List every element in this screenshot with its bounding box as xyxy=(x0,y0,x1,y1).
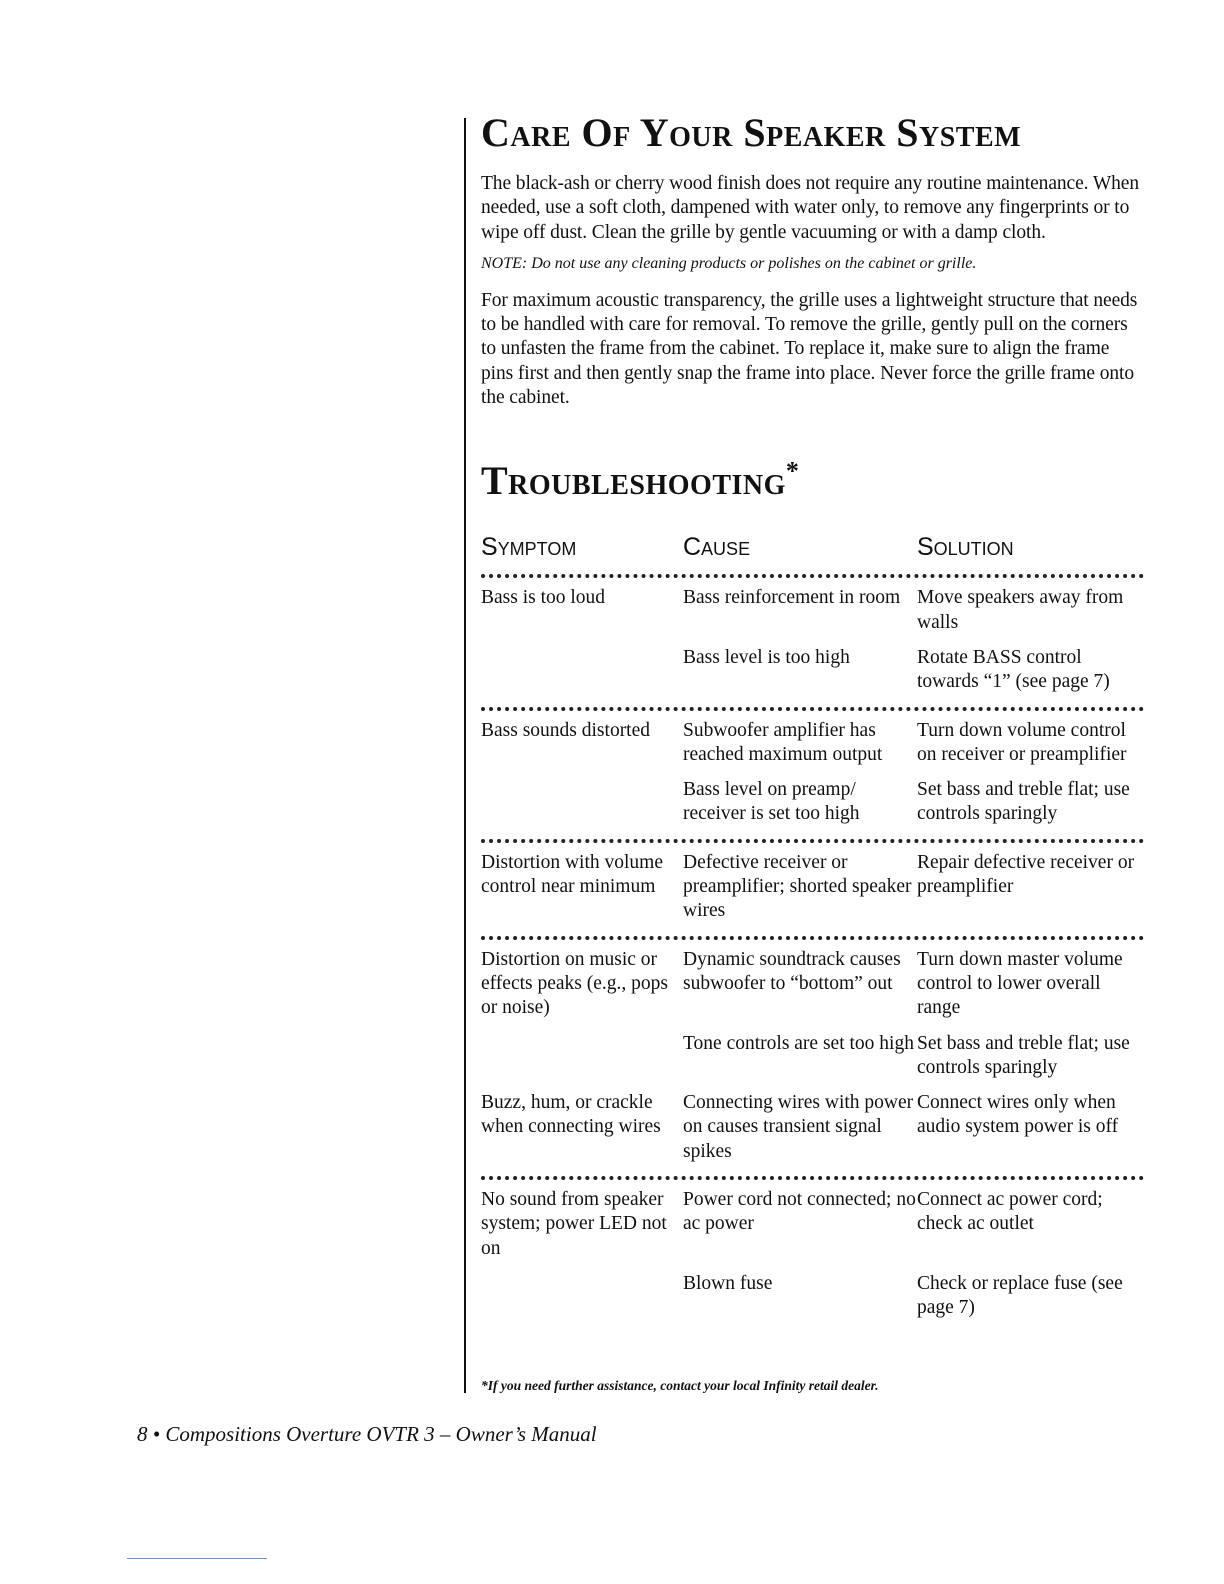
table-row xyxy=(481,646,1144,695)
dotted-separator xyxy=(481,930,1144,940)
cell-symptom: Bass is too loud xyxy=(481,587,606,609)
dotted-separator xyxy=(481,833,1144,843)
table-group xyxy=(481,586,1144,694)
cell-cause: Subwoofer amplifier has reached maximum output xyxy=(683,719,883,765)
cell-symptom xyxy=(481,1272,683,1321)
footer-rule xyxy=(127,1558,267,1559)
table-row xyxy=(481,1188,1144,1261)
troubleshooting-asterisk: * xyxy=(785,457,800,487)
cell-solution: Set bass and treble flat; use controls sparingly xyxy=(917,779,1130,825)
page-footer: 8 • Compositions Overture OVTR 3 – Owner’s Manual xyxy=(137,1422,597,1446)
cell-solution: Move speakers away from walls xyxy=(917,587,1124,633)
cell-symptom: Distortion on music or effects peaks (e.g., pops or noise) xyxy=(481,948,668,1019)
dotted-separator xyxy=(481,1170,1144,1180)
cell-symptom: Distortion with volume control near minimum xyxy=(481,851,663,898)
cell-symptom xyxy=(481,1032,683,1081)
care-paragraph-1: The black-ash or cherry wood finish does not require any routine maintenance. When needed, use a soft cloth, dampened with water only, to remove any fingerprints or to wipe off dust. Clean the grille by gentle vacuuming or with a damp cloth. xyxy=(481,173,1139,243)
cell-cause: Dynamic soundtrack causes subwoofer to “bottom” out xyxy=(683,948,901,994)
column-headers xyxy=(481,526,1144,562)
cell-cause: Bass level on preamp/ receiver is set too high xyxy=(683,779,860,825)
table-group xyxy=(481,851,1144,924)
cell-symptom xyxy=(481,778,683,827)
cell-solution: Turn down master volume control to lower overall range xyxy=(917,948,1123,1019)
table-row xyxy=(481,586,1144,635)
cell-cause: Blown fuse xyxy=(683,1272,773,1294)
cell-cause: Defective receiver or preamplifier; shorted speaker wires xyxy=(683,851,912,922)
footnote: *If you need further assistance, contact your local Infinity retail dealer. xyxy=(481,1378,879,1393)
table-row xyxy=(481,851,1144,924)
table-row xyxy=(481,719,1144,768)
table-group xyxy=(481,948,1144,1164)
troubleshooting-title xyxy=(481,456,1144,520)
cell-cause: Bass reinforcement in room xyxy=(683,587,901,609)
care-title: Care Of Your Speaker System xyxy=(481,110,1022,155)
table-row xyxy=(481,1091,1144,1164)
care-paragraph-2: For maximum acoustic transparency, the grille uses a lightweight structure that needs to be handled with care for removal. To remove the grille, gently pull on the corners to unfasten the frame from the cabinet. To replace it, make sure to align the frame pins first and then gently snap the frame into place. Never force the grille frame onto the cabinet. xyxy=(481,289,1138,409)
table-row xyxy=(481,948,1144,1021)
cell-symptom xyxy=(481,646,683,695)
main-content xyxy=(481,108,1144,1321)
vertical-rule xyxy=(464,118,466,1393)
troubleshooting-table xyxy=(481,568,1144,1320)
troubleshooting-title-text: Troubleshooting xyxy=(481,458,786,504)
cell-cause: Connecting wires with power on causes transient signal spikes xyxy=(683,1092,914,1162)
cell-symptom: No sound from speaker system; power LED not on xyxy=(481,1189,667,1259)
cell-solution: Turn down volume control on receiver or preamplifier xyxy=(917,719,1127,765)
dotted-separator xyxy=(481,568,1144,578)
cell-solution: Set bass and treble flat; use controls sparingly xyxy=(917,1032,1130,1078)
table-row xyxy=(481,778,1144,827)
cell-solution: Connect wires only when audio system power is off xyxy=(917,1092,1119,1138)
header-symptom: Symptom xyxy=(481,533,577,562)
cell-cause: Bass level is too high xyxy=(683,646,850,668)
cell-symptom: Buzz, hum, or crackle when connecting wires xyxy=(481,1092,661,1138)
cell-cause: Power cord not connected; no ac power xyxy=(683,1189,916,1235)
table-group xyxy=(481,1188,1144,1320)
cell-solution: Rotate BASS control towards “1” (see page 7) xyxy=(917,646,1110,693)
care-note: NOTE: Do not use any cleaning products or polishes on the cabinet or grille. xyxy=(481,254,977,272)
dotted-separator xyxy=(481,701,1144,711)
cell-cause: Tone controls are set too high xyxy=(683,1032,914,1054)
header-cause: Cause xyxy=(683,533,751,562)
cell-solution: Connect ac power cord; check ac outlet xyxy=(917,1189,1103,1235)
cell-solution: Check or replace fuse (see page 7) xyxy=(917,1272,1123,1319)
cell-symptom: Bass sounds distorted xyxy=(481,719,651,741)
table-row xyxy=(481,1272,1144,1321)
table-group xyxy=(481,719,1144,827)
cell-solution: Repair defective receiver or preamplifier xyxy=(917,851,1135,898)
header-solution: Solution xyxy=(917,533,1014,562)
table-row xyxy=(481,1032,1144,1081)
